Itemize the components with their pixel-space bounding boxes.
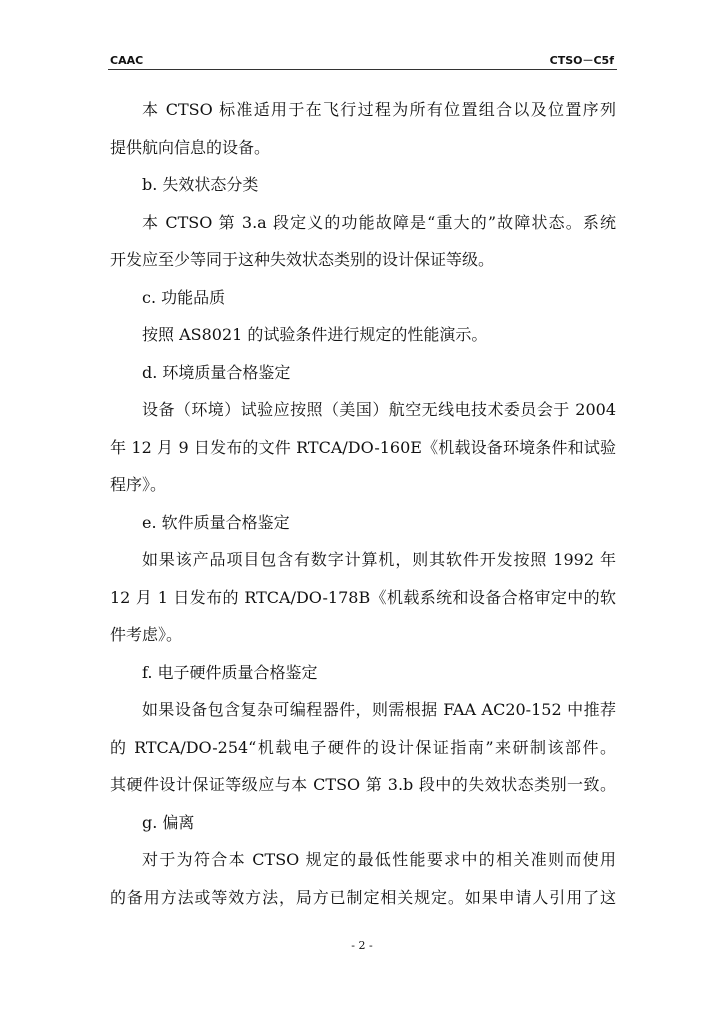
body-line: 的 RTCA/DO-254“机载电子硬件的设计保证指南”来研制该部件。	[110, 737, 616, 757]
body-line: 件考虑》。	[110, 625, 183, 644]
section-heading: d. 环境质量合格鉴定	[142, 362, 291, 382]
page-number: - 2 -	[351, 939, 373, 952]
body-line: 本 CTSO 第 3.a 段定义的功能故障是“重大的”故障状态。系统	[142, 212, 616, 232]
header-rule	[108, 69, 617, 70]
body-line: 开发应至少等同于这种失效状态类别的设计保证等级。	[110, 250, 495, 269]
body-line: 设备（环境）试验应按照（美国）航空无线电技术委员会于 2004	[142, 400, 616, 419]
body-line: 年 12 月 9 日发布的文件 RTCA/DO-160E《机载设备环境条件和试验	[110, 437, 616, 457]
body-line: 12 月 1 日发布的 RTCA/DO-178B《机载系统和设备合格审定中的软	[110, 587, 616, 607]
body-line: 程序》。	[110, 475, 167, 494]
body-line: 提供航向信息的设备。	[110, 137, 271, 157]
body-line: 的备用方法或等效方法，局方已制定相关规定。如果申请人引用了这	[110, 887, 616, 907]
body-line: 如果设备包含复杂可编程器件，则需根据 FAA AC20-152 中推荐	[142, 700, 616, 719]
body-line: 如果该产品项目包含有数字计算机，则其软件开发按照 1992 年	[142, 550, 616, 569]
body-line: 本 CTSO 标准适用于在飞行过程为所有位置组合以及位置序列	[142, 100, 616, 119]
section-heading: e. 软件质量合格鉴定	[142, 512, 290, 532]
section-heading: c. 功能品质	[142, 287, 226, 307]
section-heading: g. 偏离	[142, 812, 195, 832]
section-heading: f. 电子硬件质量合格鉴定	[142, 662, 318, 682]
body-text	[110, 91, 616, 916]
body-line: 其硬件设计保证等级应与本 CTSO 第 3.b 段中的失效状态类别一致。	[110, 775, 616, 794]
body-line: 对于为符合本 CTSO 规定的最低性能要求中的相关准则而使用	[142, 850, 616, 869]
body-line: 按照 AS8021 的试验条件进行规定的性能演示。	[142, 325, 488, 344]
header-org: CAAC	[110, 54, 144, 67]
section-heading: b. 失效状态分类	[142, 175, 259, 194]
header-doc-id: CTSO－C5f	[549, 54, 614, 67]
